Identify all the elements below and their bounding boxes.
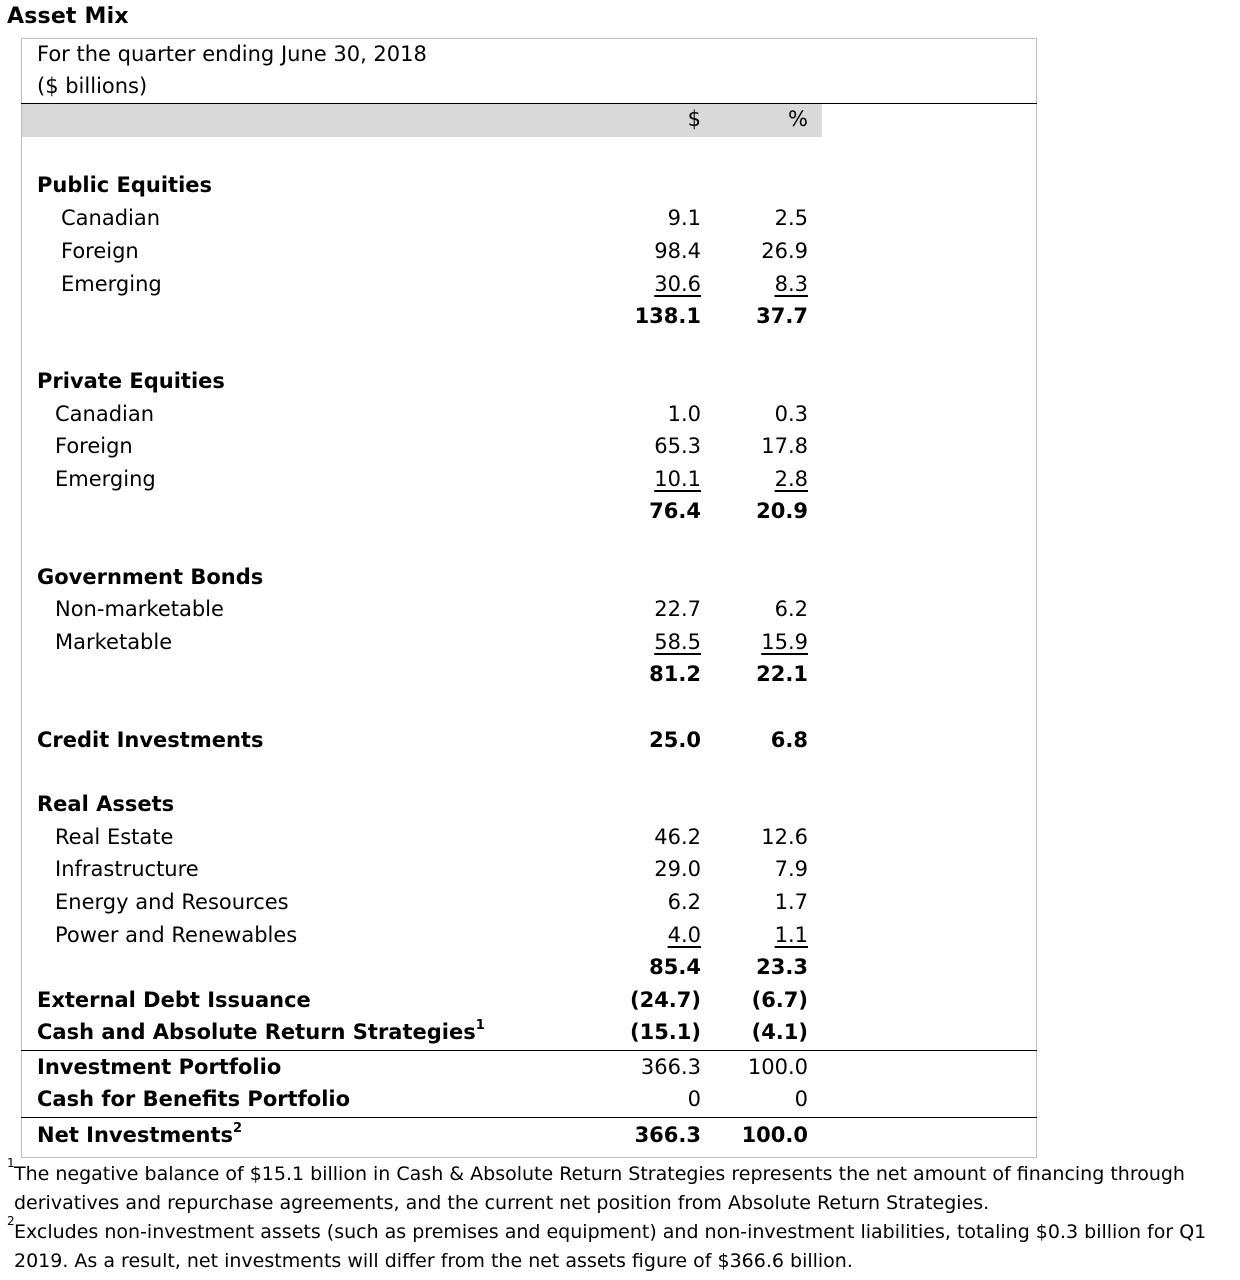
divider [21,1050,1037,1051]
table-row: Infrastructure 29.0 7.9 [55,857,808,881]
table-row: Canadian 9.1 2.5 [61,206,808,230]
subtotal-row: 76.4 20.9 [649,499,808,523]
column-header-percent: % [788,107,808,131]
footnotes [7,1156,1232,1276]
credit-investments-row: Credit Investments 25.0 6.8 [37,728,808,752]
column-header-dollar: $ [687,107,701,131]
table-row: Emerging 10.1 2.8 [55,467,808,491]
footnote-marker: 2 [233,1121,243,1136]
subtotal-row: 138.1 37.7 [634,304,808,328]
section-heading-government-bonds: Government Bonds [37,565,264,589]
table-row: Power and Renewables 4.0 1.1 [55,923,808,947]
table-row: Foreign 65.3 17.8 [55,434,808,458]
cash-absolute-return-row: Cash and Absolute Return Strategies$^1$ (15.1) (4.1) [37,1018,808,1044]
cash-benefits-row: Cash for Benefits Portfolio 0 0 [37,1087,808,1111]
table-row: Energy and Resources 6.2 1.7 [55,890,808,914]
subtotal-row: 85.4 23.3 [649,955,808,979]
units-subtitle: ($ billions) [37,74,148,98]
external-debt-row: External Debt Issuance (24.7) (6.7) [37,988,808,1012]
table-row: Marketable 58.5 15.9 [55,630,808,654]
page-title: Asset Mix [7,4,129,29]
table-row: Real Estate 46.2 12.6 [55,825,808,849]
section-heading-public-equities: Public Equities [37,173,213,197]
table-row: Canadian 1.0 0.3 [55,402,808,426]
footnote-2: 2 Excludes non-investment assets (such as premises and equipment) and non-investment liabilities, totaling $0.3 billion for Q1 2019. As a result, net investments will differ from the net assets figure of $366.6 billion. [7,1214,1207,1272]
divider [21,1117,1037,1118]
column-header-band [22,104,822,137]
section-heading-real-assets: Real Assets [37,792,175,816]
net-investments-row: Net Investments$^2$ 366.3 100.0 [37,1121,808,1147]
table-row: Emerging 30.6 8.3 [61,272,808,296]
section-heading-private-equities: Private Equities [37,369,225,393]
table-row: Foreign 98.4 26.9 [61,239,808,263]
footnote-marker: 1 [475,1018,485,1033]
investment-portfolio-row: Investment Portfolio 366.3 100.0 [37,1055,808,1079]
footnote-1: 1 The negative balance of $15.1 billion in Cash & Absolute Return Strategies represents the net amount of financing through derivatives and repurchase agreements, and the current net position from Absolute Return Strategies. [7,1156,1185,1214]
table-row: Non-marketable 22.7 6.2 [55,597,808,621]
subtotal-row: 81.2 22.1 [649,662,808,686]
period-subtitle: For the quarter ending June 30, 2018 [37,42,427,66]
